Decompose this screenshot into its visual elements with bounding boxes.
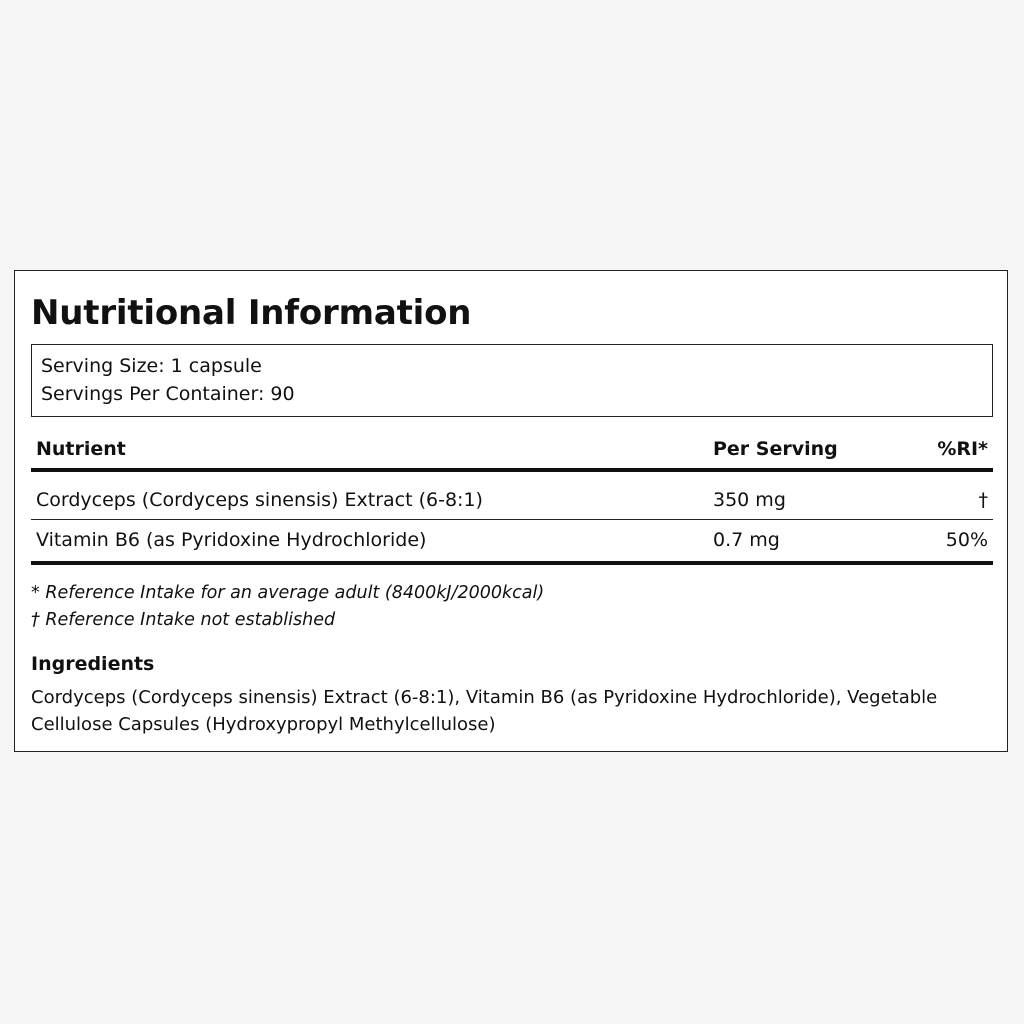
- footnote-not-established: † Reference Intake not established: [31, 610, 336, 630]
- nutrition-panel: [14, 270, 1008, 752]
- panel-title: Nutritional Information: [31, 293, 472, 333]
- nutrient-name: Vitamin B6 (as Pyridoxine Hydrochloride): [36, 529, 427, 551]
- servings-per-container: Servings Per Container: 90: [41, 383, 295, 405]
- nutrient-amount: 350 mg: [713, 489, 786, 511]
- header-per-serving: Per Serving: [713, 438, 838, 460]
- footnote-reference-intake: * Reference Intake for an average adult (8400kJ/2000kcal): [31, 583, 545, 603]
- nutrient-name: Cordyceps (Cordyceps sinensis) Extract (6-8:1): [36, 489, 483, 511]
- nutrient-ri: †: [978, 489, 988, 511]
- nutrient-table: [31, 431, 993, 565]
- nutrient-amount: 0.7 mg: [713, 529, 780, 551]
- ingredients-heading: Ingredients: [31, 653, 155, 675]
- serving-size: Serving Size: 1 capsule: [41, 355, 262, 377]
- nutrient-ri: 50%: [945, 529, 988, 551]
- serving-info-box: [31, 344, 993, 417]
- ingredients-text: Cordyceps (Cordyceps sinensis) Extract (6-8:1), Vitamin B6 (as Pyridoxine Hydrochloride), Vegetable Cellulose Capsules (Hydroxypropyl Methylcellulose): [31, 687, 938, 735]
- table-row: [31, 520, 993, 565]
- table-row: [31, 472, 993, 520]
- table-header-row: [31, 431, 993, 472]
- footnotes: [31, 580, 544, 634]
- header-nutrient: Nutrient: [36, 438, 126, 460]
- header-ri: %RI*: [937, 438, 988, 460]
